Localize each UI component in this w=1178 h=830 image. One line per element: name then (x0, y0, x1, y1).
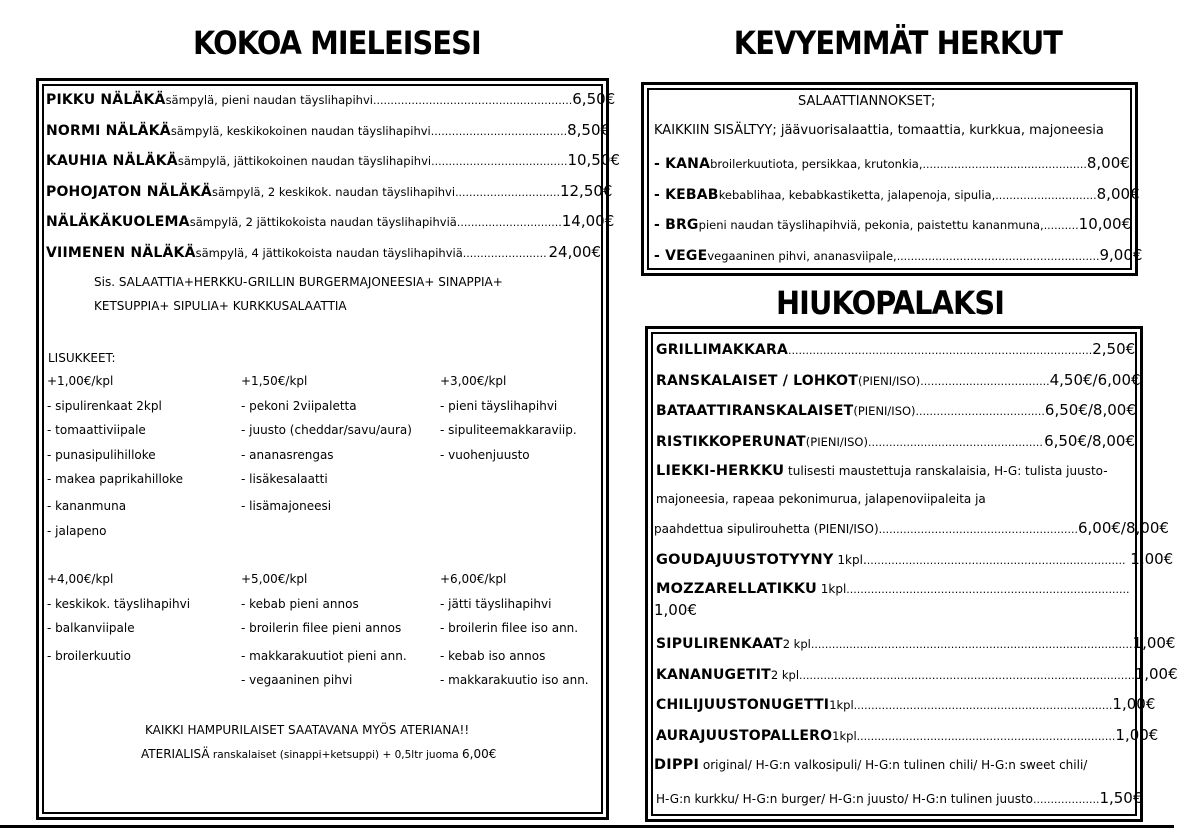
extras-item: - sipulirenkaat 2kpl (47, 398, 162, 413)
item-dots: .......................................................................... (856, 729, 1116, 743)
liekki-name: LIEKKI-HERKKU (656, 463, 785, 479)
item-price: 1,00€ (1112, 695, 1156, 713)
includes-line-2: KETSUPPIA+ SIPULIA+ KURKKUSALAATTIA (94, 299, 347, 313)
salad-row (654, 184, 1140, 203)
burgers-title: KOKOA MIELEISESI (193, 24, 481, 62)
item-dots: .............................. (455, 185, 560, 199)
snack-row (656, 664, 1178, 683)
liekki-dots: ......................................................... (878, 523, 1078, 536)
item-name: POHOJATON NÄLÄKÄ (46, 183, 212, 200)
item-desc: sämpylä, jättikokoinen naudan täyslihapihvi (177, 154, 432, 168)
item-name: RANSKALAISET / LOHKOT (656, 372, 859, 389)
item-dots: ................................................................................................ (799, 668, 1135, 682)
dippi-desc-1: original/ H-G:n valkosipuli/ H-G:n tulinen chili/ H-G:n sweet chili/ (699, 758, 1088, 772)
meal-addon-price: 6,00€ (462, 747, 497, 761)
item-price: 1,00€ (1134, 664, 1178, 683)
dippi-price: 1,50€ (1099, 789, 1143, 807)
snack-row-mozzarella (656, 581, 1130, 597)
item-desc: sämpylä, 2 jättikokoista naudan täyslihapihviä (189, 215, 457, 229)
extras-item: - kananmuna (47, 499, 127, 513)
extras-item: - broilerin filee iso ann. (440, 621, 579, 635)
item-dots: ....................................................................................... (788, 344, 1093, 357)
item-dots: ............................................... (922, 158, 1087, 171)
item-name: PIKKU NÄLÄKÄ (46, 92, 166, 108)
item-name: VIIMENEN NÄLÄKÄ (46, 244, 196, 261)
gouda-name: GOUDAJUUSTOTYYNY (656, 552, 834, 568)
extras-item: - makkarakuutio iso ann. (440, 673, 589, 687)
item-dots: ....................................... (430, 124, 568, 138)
extras-item: - punasipulihilloke (47, 447, 156, 462)
meal-note-1: KAIKKI HAMPURILAISET SAATAVANA MYÖS ATERIANA!! (145, 723, 470, 737)
item-name: - KANA (654, 156, 711, 172)
item-desc: sämpylä, keskikokoinen naudan täyslihapihvi (170, 123, 431, 138)
salad-row (654, 154, 1129, 172)
item-desc: broilerkuutiota, persikkaa, krutonkia, (710, 157, 923, 171)
item-dots: .......................................................................... (853, 699, 1113, 712)
extras-item: - vuohenjuusto (440, 447, 530, 462)
meal-addon-label: ATERIALISÄ (141, 747, 210, 761)
liekki-line-2: majoneesia, rapeaa pekonimurua, jalapenoviipaleita ja (656, 492, 986, 506)
meal-note-2 (141, 747, 496, 761)
extras-item: - ananasrengas (241, 447, 334, 462)
extras-item: - vegaaninen pihvi (241, 673, 353, 687)
item-dots: .......................................................... (896, 249, 1100, 263)
mozza-dots: ................................................................................. (846, 583, 1130, 596)
burger-row (46, 151, 620, 169)
snack-row (656, 370, 1141, 389)
extras-price-heading: +6,00€/kpl (440, 572, 507, 586)
item-price: 1,00€ (1115, 725, 1159, 744)
liekki-line-1 (656, 463, 1108, 479)
item-price: 10,00€ (1078, 215, 1132, 233)
extras-item: - kebab pieni annos (241, 597, 359, 611)
item-dots: ..................................... (920, 374, 1050, 388)
salad-row (654, 215, 1132, 233)
extras-price-heading: +4,00€/kpl (47, 572, 114, 586)
extras-item: - broilerkuutio (47, 649, 131, 663)
item-desc: sämpylä, 4 jättikokoista naudan täyslihapihviä (195, 245, 463, 260)
item-desc: (PIENI/ISO) (853, 404, 916, 418)
gouda-desc: 1kpl. (833, 553, 867, 567)
bottom-rule (0, 825, 1174, 828)
item-name: BATAATTIRANSKALAISET (656, 403, 854, 419)
snack-row (656, 432, 1135, 450)
item-price: 6,50€ (572, 90, 616, 108)
item-name: NÄLÄKÄKUOLEMA (46, 214, 190, 230)
extras-item: - pieni täyslihapihvi (440, 398, 558, 413)
extras-item: - lisäkesalaatti (241, 472, 328, 487)
snack-row (656, 401, 1135, 419)
item-price: 8,50€ (567, 120, 611, 139)
light-title: KEVYEMMÄT HERKUT (733, 24, 1063, 62)
extras-price-heading: +5,00€/kpl (241, 572, 308, 586)
extras-price-heading: +3,00€/kpl (440, 374, 507, 388)
liekki-line-3 (654, 519, 1169, 537)
item-desc: 1kpl (829, 698, 854, 712)
item-name: NORMI NÄLÄKÄ (46, 122, 171, 139)
item-price: 9,00€ (1099, 245, 1143, 264)
extras-price-heading: +1,50€/kpl (241, 374, 308, 388)
item-price: 10,50€ (567, 151, 620, 169)
extras-item: - tomaattiviipale (47, 423, 146, 438)
gouda-dots: .......................................................................... (866, 554, 1126, 567)
item-price: 1,00€ (1132, 634, 1176, 652)
item-price: 6,50€/8,00€ (1044, 431, 1135, 450)
item-price: 8,00€ (1096, 184, 1140, 203)
item-price: 8,00€ (1086, 154, 1130, 172)
burger-row (46, 243, 601, 261)
includes-line-1: Sis. SALAATTIA+HERKKU-GRILLIN BURGERMAJONEESIA+ SINAPPIA+ (94, 275, 503, 289)
dippi-dots: ................... (1033, 793, 1100, 806)
gouda-price: 1,00€ (1125, 550, 1174, 568)
burger-row (46, 90, 616, 108)
snack-row-gouda (656, 550, 1173, 568)
extras-item: - broilerin filee pieni annos (241, 621, 402, 635)
extras-item: - keskikok. täyslihapihvi (47, 597, 191, 611)
item-price: 2,50€ (1092, 340, 1136, 358)
item-dots: .......... (1043, 219, 1079, 232)
meal-addon-desc: ranskalaiset (sinappi+ketsuppi) + 0,5ltr juoma (209, 749, 462, 761)
extras-item: - sipuliteemakkaraviip. (440, 423, 577, 438)
extras-heading: LISUKKEET: (48, 351, 116, 365)
dippi-line-1 (654, 757, 1087, 773)
item-price: 4,50€/6,00€ (1049, 370, 1141, 389)
item-price: 14,00€ (561, 212, 615, 230)
burger-row (46, 181, 613, 200)
extras-item: - lisämajoneesi (241, 499, 332, 513)
snack-row (656, 340, 1135, 358)
salad-row (654, 245, 1143, 264)
extras-item: - makea paprikahilloke (47, 472, 184, 487)
item-name: CHILIJUUSTONUGETTI (656, 697, 830, 713)
mozza-desc: 1kpl (816, 582, 847, 596)
snack-row (656, 695, 1156, 713)
item-name: KANANUGETIT (656, 666, 771, 683)
extras-item: - juusto (cheddar/savu/aura) (241, 423, 412, 438)
mozza-name: MOZZARELLATIKKU (656, 581, 817, 597)
item-dots: ....................................... (431, 155, 568, 168)
item-name: GRILLIMAKKARA (656, 342, 789, 358)
item-desc: 1kpl (832, 728, 857, 743)
burger-row (46, 212, 615, 230)
item-name: RISTIKKOPERUNAT (656, 433, 806, 450)
extras-item: - jalapeno (47, 523, 107, 538)
item-price: 12,50€ (559, 181, 613, 200)
snacks-title: HIUKOPALAKSI (775, 284, 1005, 322)
salad-includes: KAIKKIIN SISÄLTYY; jäävuorisalaattia, tomaattia, kurkkua, majoneesia (654, 123, 1104, 138)
item-desc: 2 kpl (782, 637, 811, 651)
item-dots: ............................. (995, 188, 1097, 202)
item-dots: ..................................... (915, 405, 1045, 418)
dippi-line-2 (656, 789, 1142, 807)
item-price: 24,00€ (548, 242, 601, 261)
item-name: SIPULIRENKAAT (656, 636, 783, 652)
mozza-price: 1,00€ (654, 601, 697, 619)
item-dots: ......................................................... (372, 94, 573, 107)
extras-item: - balkanviipale (47, 621, 135, 635)
item-name: KAUHIA NÄLÄKÄ (46, 153, 178, 169)
item-desc: sämpylä, pieni naudan täyslihapihvi (165, 93, 373, 107)
item-dots: .............................. (456, 216, 562, 229)
item-desc: 2 kpl (770, 667, 800, 682)
item-name: - BRG (654, 217, 699, 233)
item-dots: ........................ (462, 246, 547, 260)
item-dots: .................................................. (867, 435, 1043, 449)
item-desc: (PIENI/ISO) (858, 373, 921, 388)
snack-row (656, 725, 1159, 744)
item-desc: pieni naudan täyslihapihviä, pekonia, paistettu kananmuna, (698, 218, 1044, 232)
liekki-price: 6,00€/8,00€ (1077, 519, 1169, 537)
item-desc: vegaaninen pihvi, ananasviipale, (707, 248, 897, 263)
item-name: - VEGE (654, 247, 708, 264)
extras-price-heading: +1,00€/kpl (47, 374, 114, 388)
extras-item: - jätti täyslihapihvi (440, 597, 552, 611)
item-name: - KEBAB (654, 186, 719, 203)
dippi-name: DIPPI (654, 757, 700, 773)
item-desc: (PIENI/ISO) (805, 434, 868, 449)
salad-heading: SALAATTIANNOKSET; (798, 94, 936, 109)
snack-row (656, 634, 1176, 652)
item-desc: sämpylä, 2 keskikok. naudan täyslihapihvi (211, 184, 456, 199)
item-price: 6,50€/8,00€ (1044, 401, 1136, 419)
dippi-desc-2: H-G:n kurkku/ H-G:n burger/ H-G:n juusto/ H-G:n tulinen juusto (656, 792, 1033, 806)
extras-item: - makkarakuutiot pieni ann. (241, 649, 407, 663)
item-desc: kebablihaa, kebabkastiketta, jalapenoja, sipulia, (718, 187, 996, 202)
extras-item: - kebab iso annos (440, 649, 546, 663)
liekki-desc-3: paahdettua sipulirouhetta (PIENI/ISO) (654, 522, 879, 536)
burger-row (46, 120, 611, 139)
item-name: AURAJUUSTOPALLERO (656, 727, 833, 744)
liekki-desc-1: tulisesti maustettuja ranskalaisia, H-G: tulista juusto- (784, 464, 1108, 478)
extras-item: - pekoni 2viipaletta (241, 398, 357, 413)
item-dots: ............................................................................................ (810, 638, 1133, 651)
